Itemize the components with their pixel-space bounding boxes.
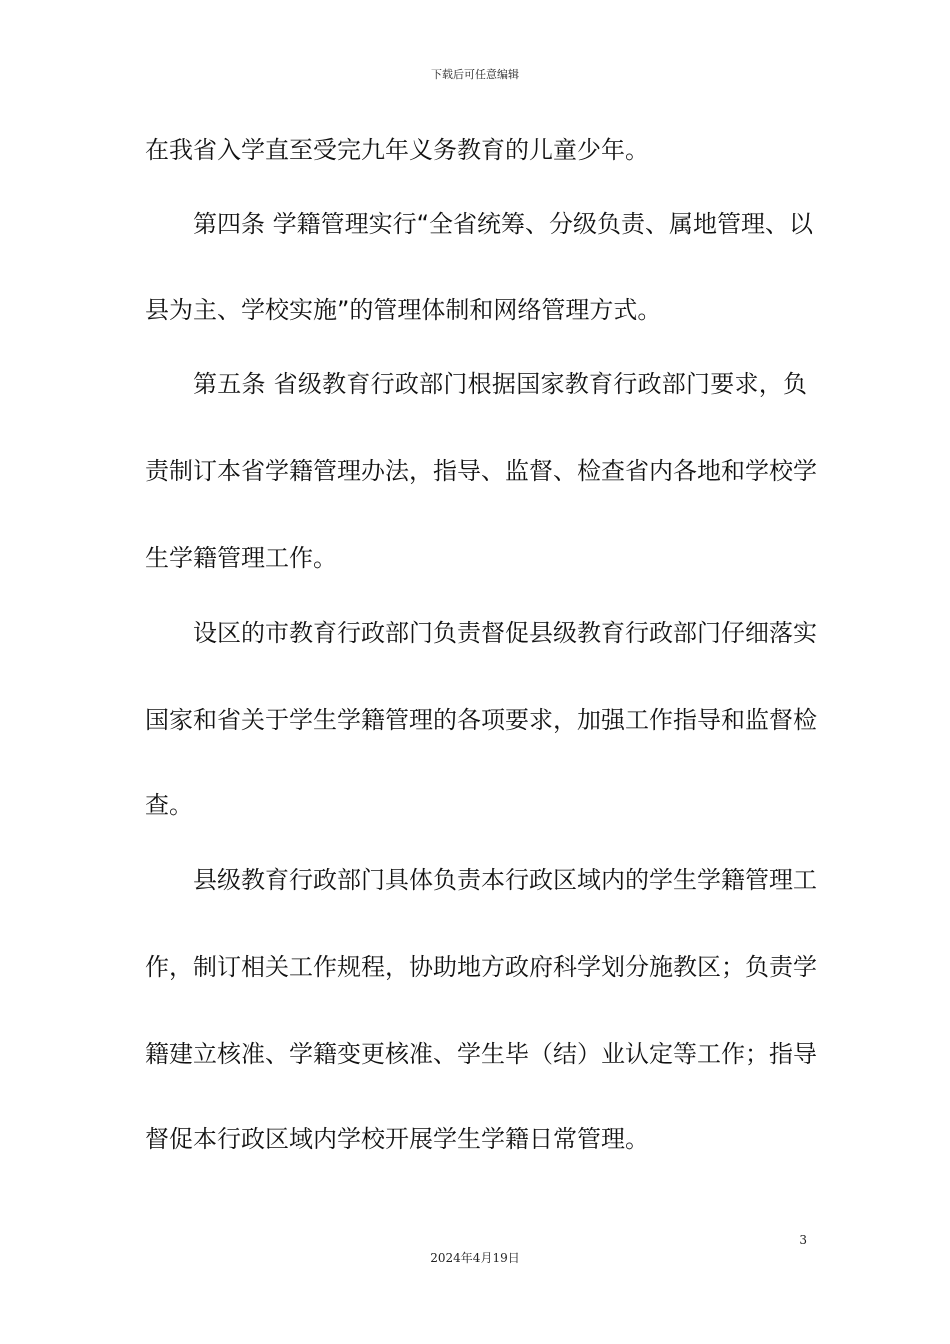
body-line: 国家和省关于学生学籍管理的各项要求，加强工作指导和监督检 — [145, 706, 817, 734]
body-line: 督促本行政区域内学校开展学生学籍日常管理。 — [145, 1125, 649, 1153]
body-line: 查。 — [145, 791, 193, 819]
body-line-paragraph-county: 县级教育行政部门具体负责本行政区域内的学生学籍管理工 — [193, 866, 817, 894]
page-number: 3 — [799, 1233, 807, 1247]
footer-date: 2024年4月19日 — [430, 1251, 520, 1265]
body-line-paragraph-city: 设区的市教育行政部门负责督促县级教育行政部门仔细落实 — [193, 619, 817, 647]
body-line-article-4: 第四条 学籍管理实行“全省统筹、分级负责、属地管理、以 — [193, 210, 814, 238]
page-header: 下载后可任意编辑 — [431, 68, 519, 81]
body-line: 生学籍管理工作。 — [145, 544, 337, 572]
body-line: 籍建立核准、学籍变更核准、学生毕（结）业认定等工作；指导 — [145, 1040, 817, 1068]
body-line-article-5: 第五条 省级教育行政部门根据国家教育行政部门要求，负 — [193, 370, 807, 398]
body-line: 县为主、学校实施”的管理体制和网络管理方式。 — [145, 296, 662, 324]
body-line: 责制订本省学籍管理办法，指导、监督、检查省内各地和学校学 — [145, 457, 817, 485]
body-line: 作，制订相关工作规程，协助地方政府科学划分施教区；负责学 — [145, 953, 817, 981]
body-line: 在我省入学直至受完九年义务教育的儿童少年。 — [145, 136, 649, 164]
